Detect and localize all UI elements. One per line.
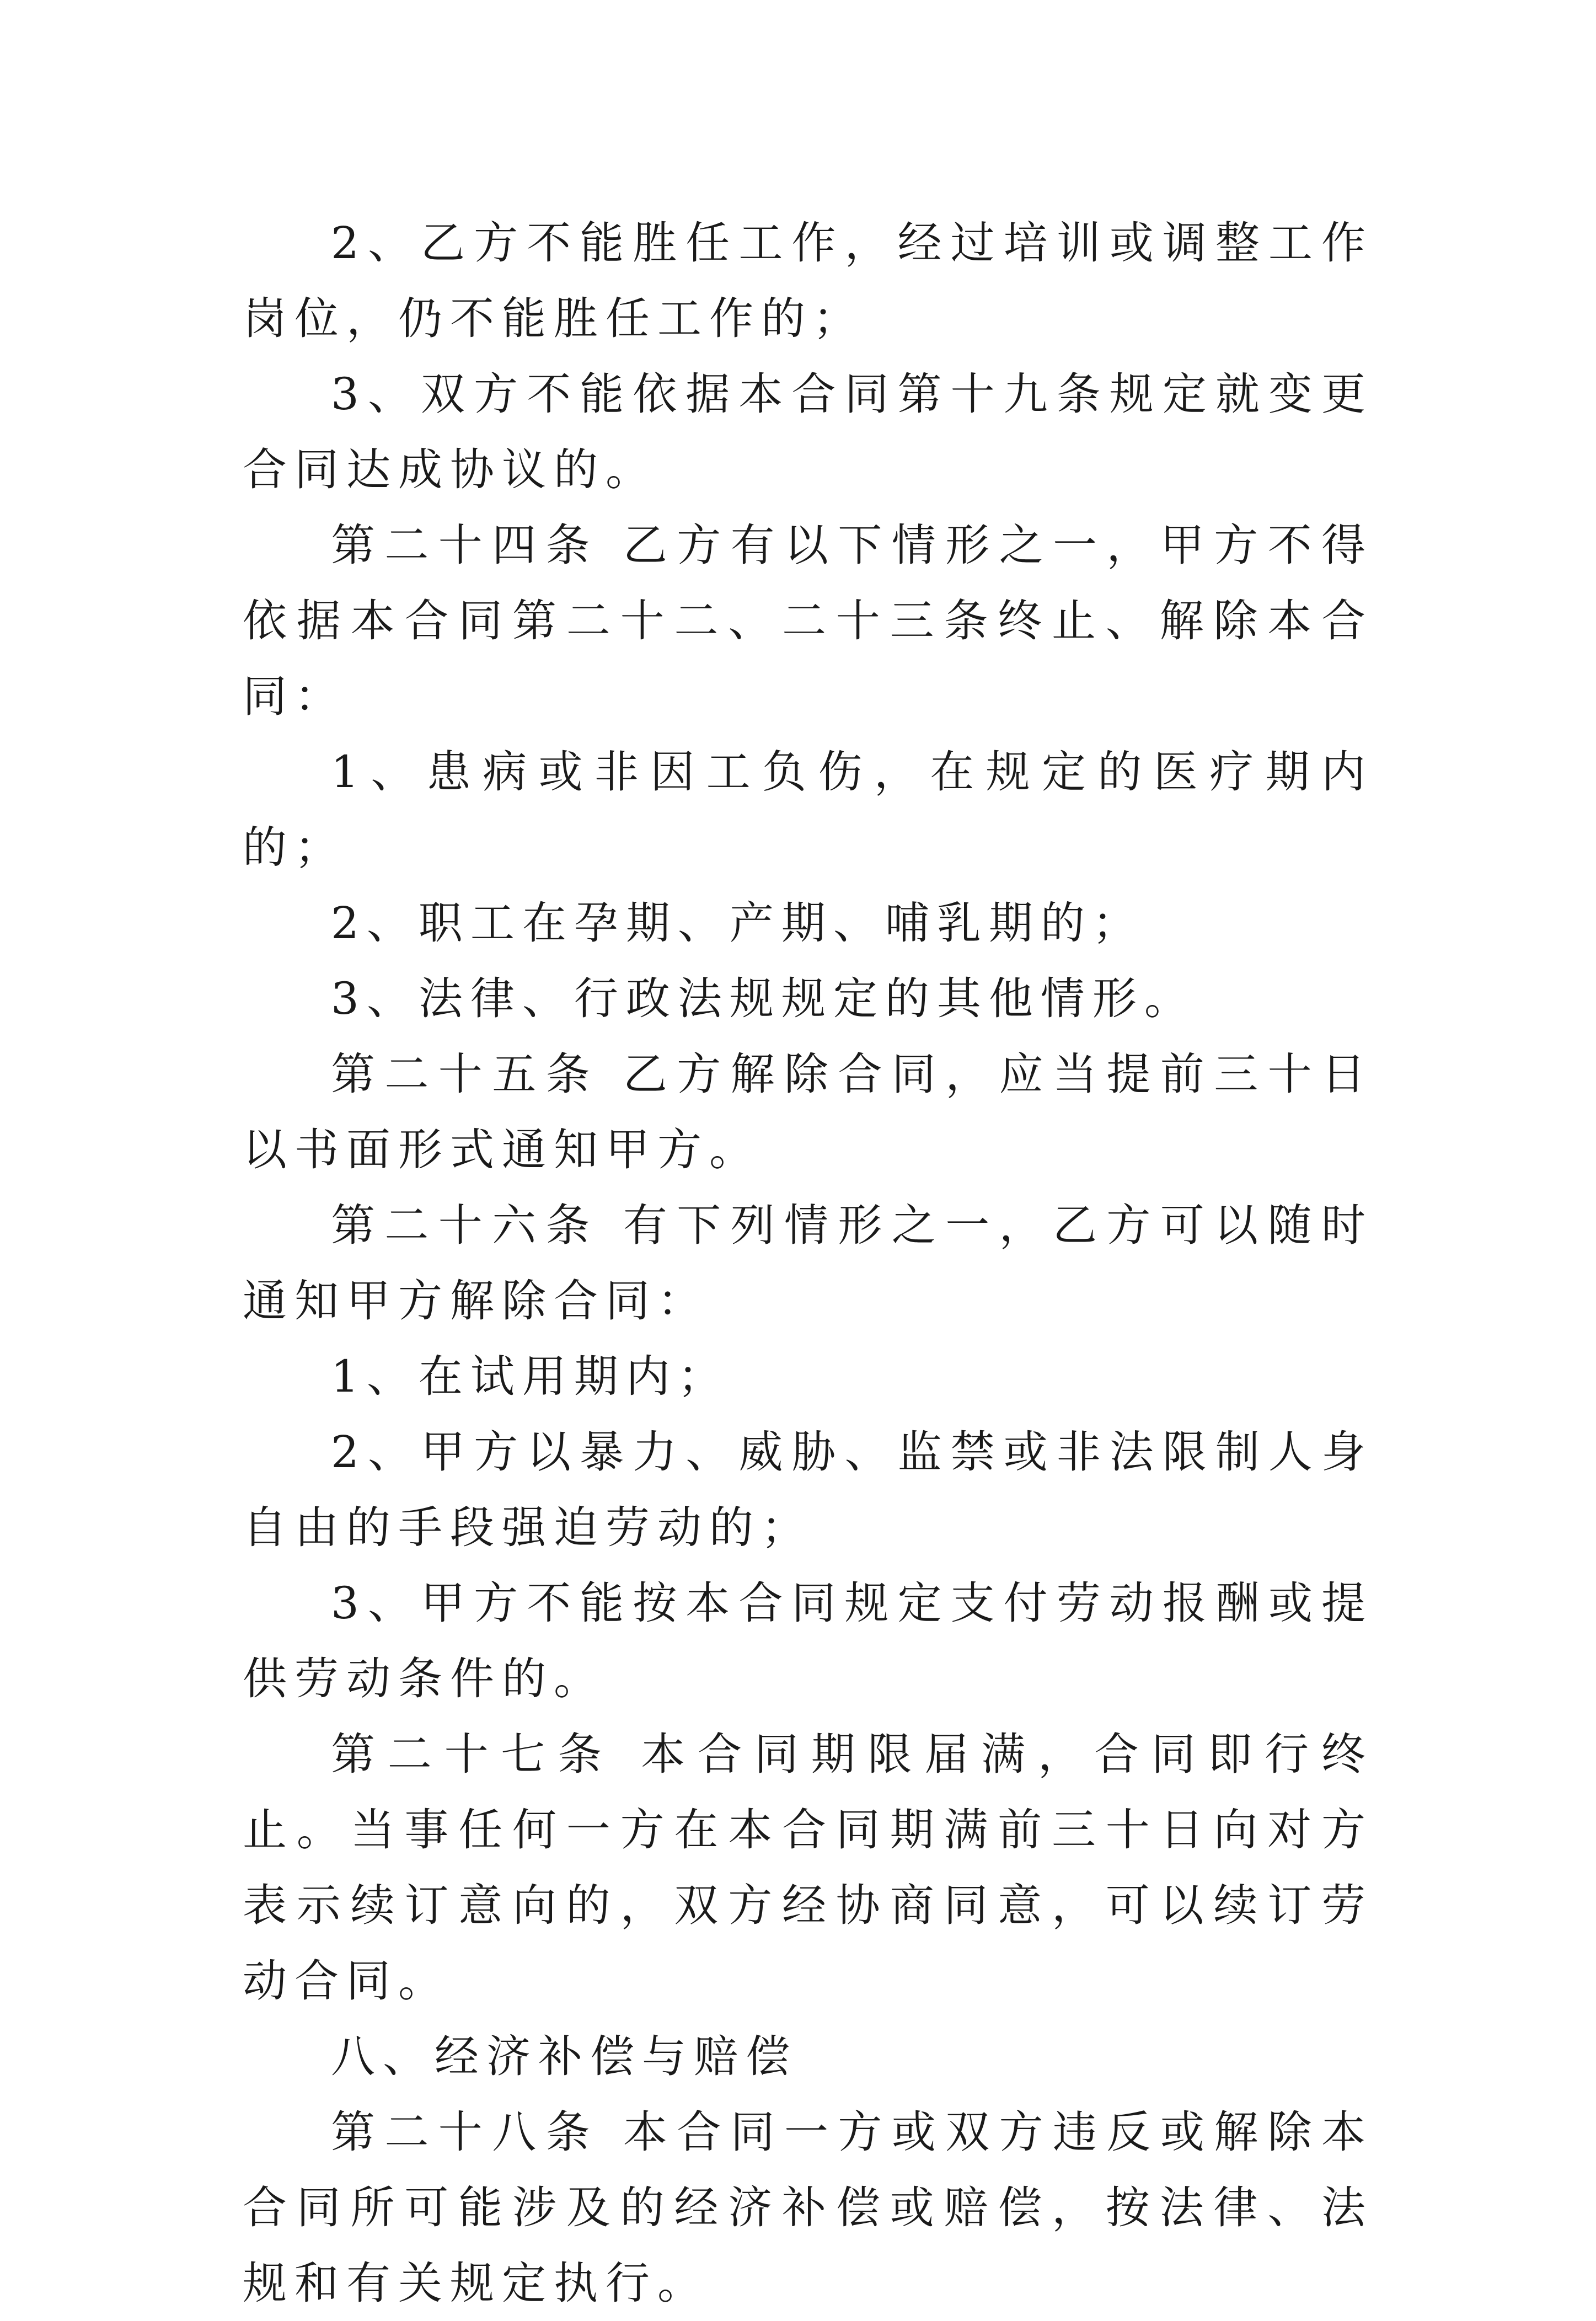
section-heading-compensation: 八、经济补偿与赔偿 (331, 2031, 797, 2082)
paragraph-item-1-probation: 1、在试用期内； (331, 1351, 730, 1402)
paragraph-item-3-no-agreement: 3、双方不能依据本合同第十九条规定就变更合同达成协议的。 (243, 368, 1373, 495)
document-body (243, 205, 1373, 2321)
paragraph-item-2-forced-labor: 2、甲方以暴力、威胁、监禁或非法限制人身自由的手段强迫劳动的； (243, 1426, 1373, 1553)
paragraph-item-3-no-pay: 3、甲方不能按本合同规定支付劳动报酬或提供劳动条件的。 (243, 1577, 1373, 1704)
paragraph-article-27: 第二十七条 本合同期限届满，合同即行终止。当事任何一方在本合同期满前三十日向对方表示续订意向的，双方经协商同意，可以续订劳动合同。 (243, 1729, 1373, 2007)
paragraph-article-26: 第二十六条 有下列情形之一，乙方可以随时通知甲方解除合同： (243, 1200, 1373, 1327)
paragraph-article-28: 第二十八条 本合同一方或双方违反或解除本合同所可能涉及的经济补偿或赔偿，按法律、法规和有关规定执行。 (243, 2106, 1373, 2309)
paragraph-item-1-illness: 1、患病或非因工负伤，在规定的医疗期内的； (243, 746, 1373, 873)
paragraph-article-25: 第二十五条 乙方解除合同，应当提前三十日以书面形式通知甲方。 (243, 1049, 1373, 1175)
paragraph-item-2-pregnancy: 2、职工在孕期、产期、哺乳期的； (331, 897, 1144, 949)
paragraph-article-24: 第二十四条 乙方有以下情形之一，甲方不得依据本合同第二十二、二十三条终止、解除本合同： (243, 520, 1373, 722)
paragraph-item-3-other: 3、法律、行政法规规定的其他情形。 (331, 973, 1196, 1024)
paragraph-item-2-unfit: 2、乙方不能胜任工作，经过培训或调整工作岗位，仍不能胜任工作的； (243, 217, 1373, 344)
